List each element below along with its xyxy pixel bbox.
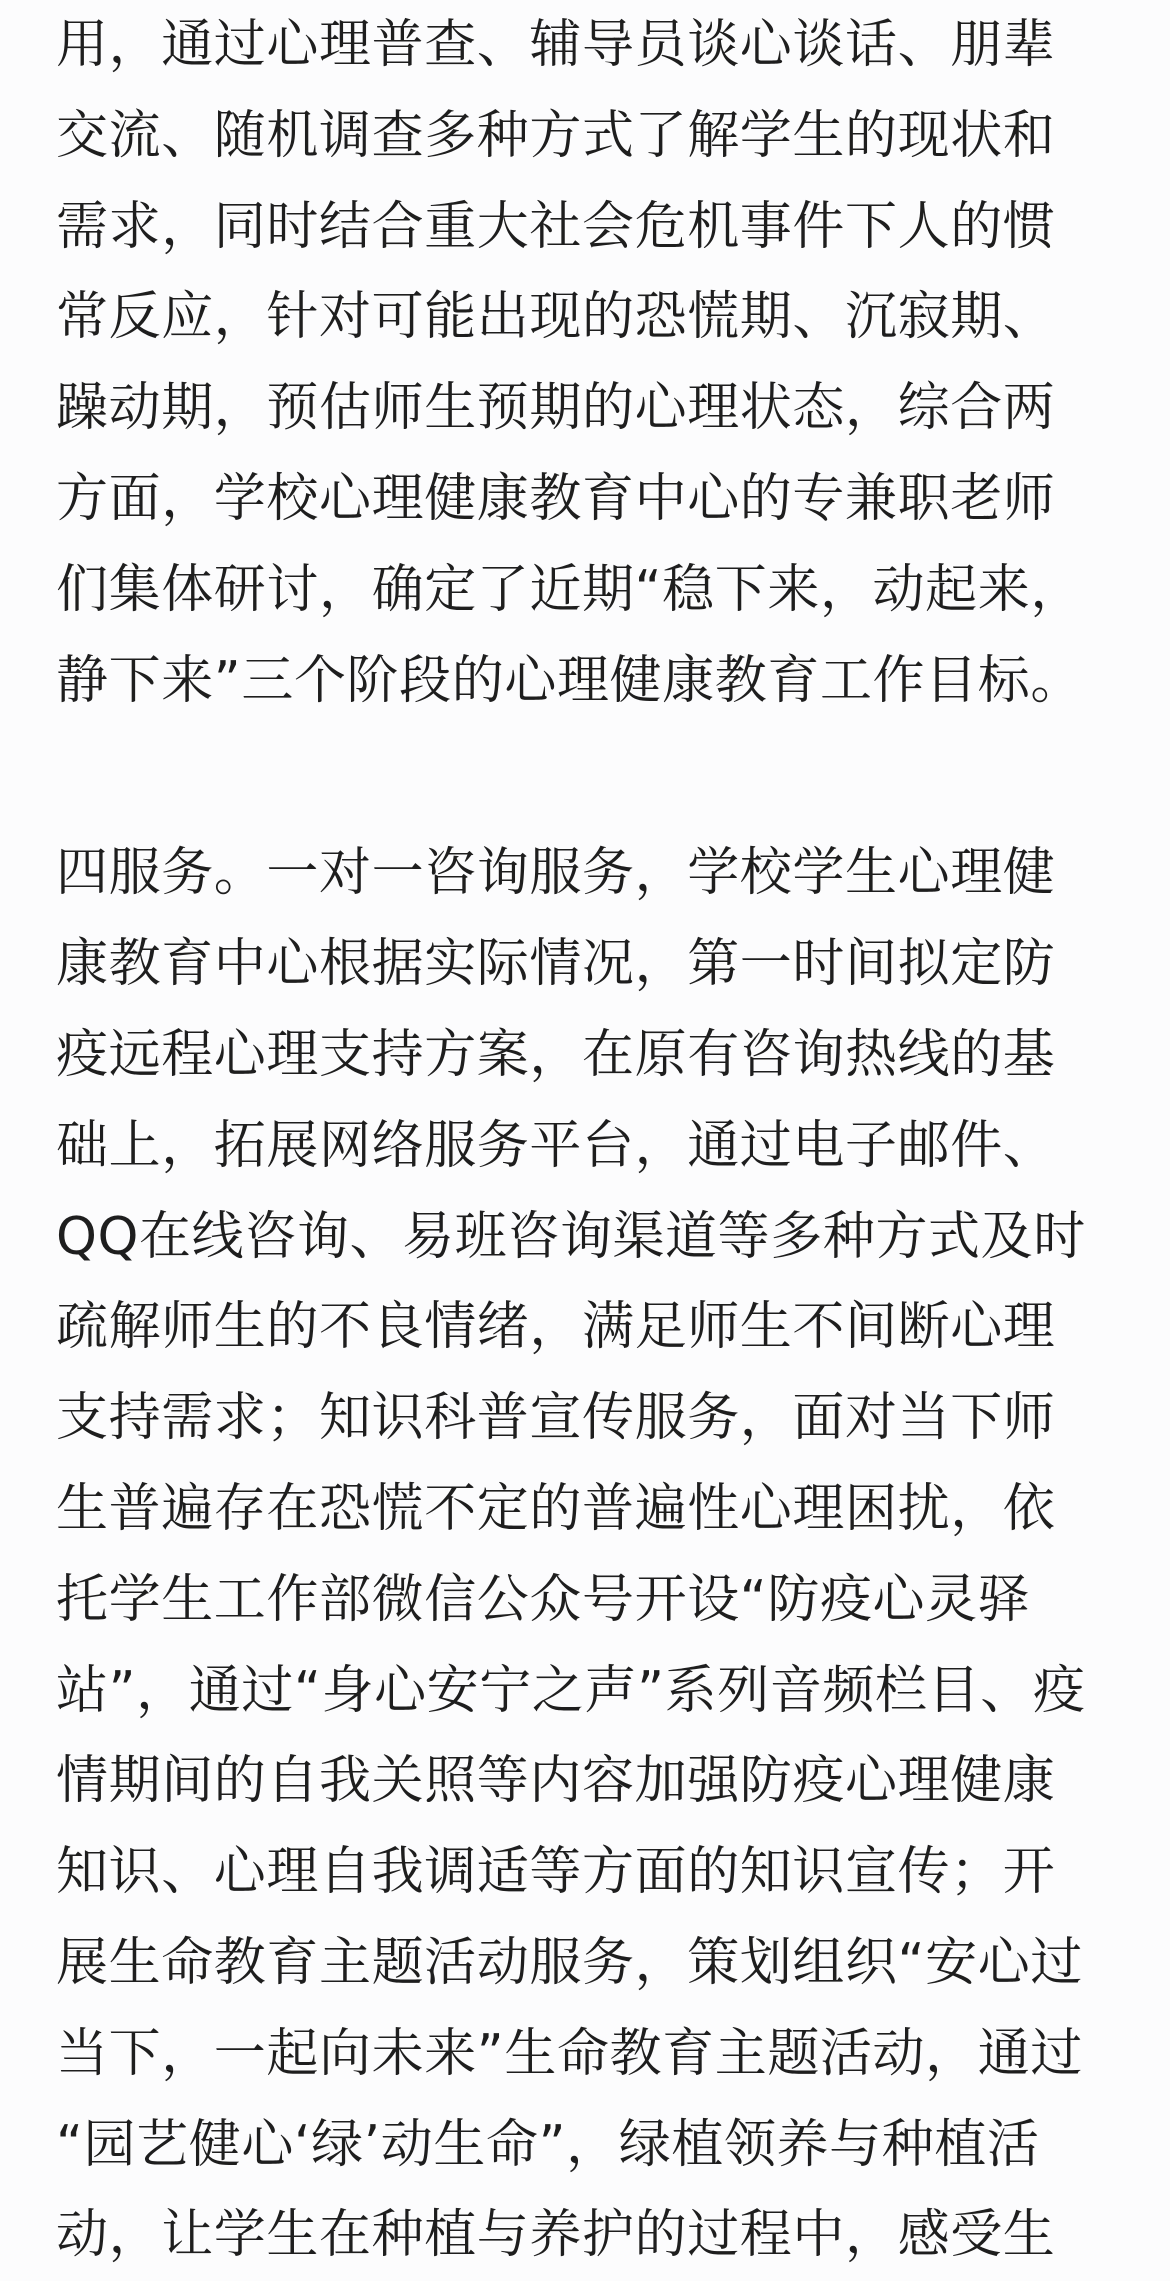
paragraph-1 xyxy=(56,0,1114,726)
text-line: 们集体研讨，确定了近期“稳下来，动起来， xyxy=(56,559,1083,620)
text-line: 疏解师生的不良情绪，满足师生不间断心理 xyxy=(56,1297,1056,1358)
text-line: 站”，通过“身心安宁之声”系列音频栏目、疫 xyxy=(56,1660,1086,1721)
text-line: 知识、心理自我调适等方面的知识宣传；开 xyxy=(56,1842,1056,1903)
text-line: 静下来”三个阶段的心理健康教育工作目标。 xyxy=(56,650,1083,711)
text-line: 展生命教育主题活动服务，策划组织“安心过 xyxy=(56,1932,1083,1993)
text-line: “园艺健心‘绿’动生命”，绿植领养与种植活 xyxy=(56,2114,1040,2175)
text-line: 当下，一起向未来”生命教育主题活动，通过 xyxy=(56,2023,1083,2084)
text-line: 需求，同时结合重大社会危机事件下人的惯 xyxy=(56,196,1056,257)
text-line: 常反应，针对可能出现的恐慌期、沉寂期、 xyxy=(56,287,1056,348)
text-line: 生普遍存在恐慌不定的普遍性心理困扰，依 xyxy=(56,1478,1056,1539)
paragraph-2 xyxy=(56,828,1114,2281)
text-line: 疫远程心理支持方案，在原有咨询热线的基 xyxy=(56,1024,1056,1085)
text-line: 方面，学校心理健康教育中心的专兼职老师 xyxy=(56,468,1056,529)
text-line: 支持需求；知识科普宣传服务，面对当下师 xyxy=(56,1388,1056,1449)
text-line: 情期间的自我关照等内容加强防疫心理健康 xyxy=(56,1751,1056,1812)
text-line: 础上，拓展网络服务平台，通过电子邮件、 xyxy=(56,1115,1056,1176)
paragraph-spacer xyxy=(56,726,1114,828)
text-line: 用，通过心理普查、辅导员谈心谈话、朋辈 xyxy=(56,15,1056,75)
text-line: 康教育中心根据实际情况，第一时间拟定防 xyxy=(56,934,1056,995)
text-line: 交流、随机调查多种方式了解学生的现状和 xyxy=(56,105,1056,166)
text-line: 动，让学生在种植与养护的过程中，感受生 xyxy=(56,2205,1056,2266)
text-line: QQ在线咨询、易班咨询渠道等多种方式及时 xyxy=(56,1206,1086,1267)
text-line: 四服务。一对一咨询服务，学校学生心理健 xyxy=(56,843,1056,904)
text-line: 托学生工作部微信公众号开设“防疫心灵驿 xyxy=(56,1569,1031,1630)
text-line: 躁动期，预估师生预期的心理状态，综合两 xyxy=(56,378,1056,439)
